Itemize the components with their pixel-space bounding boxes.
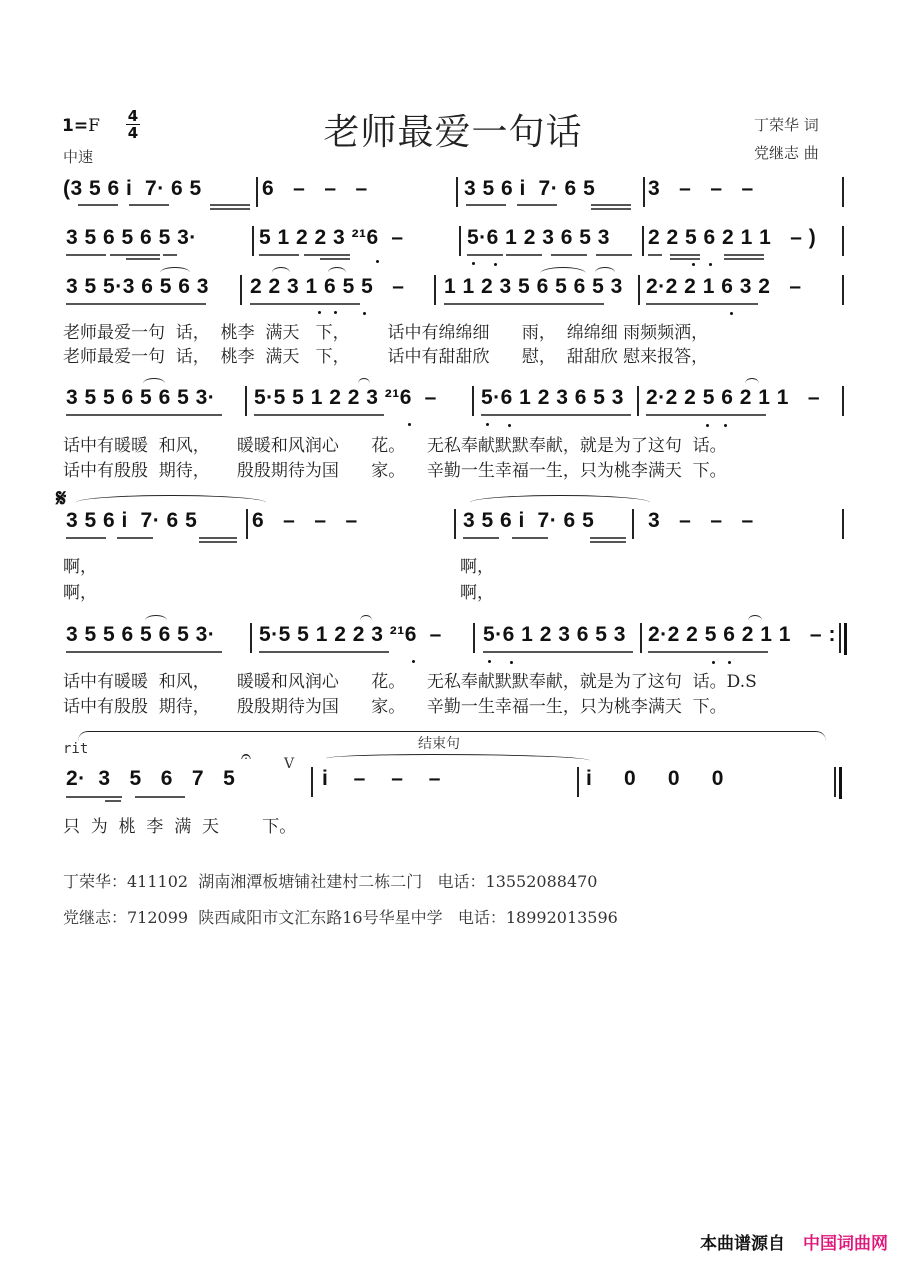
tie-slur bbox=[358, 378, 370, 389]
rit-marking: rit bbox=[63, 741, 89, 757]
key-note: F bbox=[88, 116, 100, 136]
measure-13: 3 5 5 6 5 6 5 3· bbox=[66, 386, 216, 409]
underline bbox=[304, 254, 350, 256]
low-octave-dot bbox=[510, 661, 513, 664]
barline bbox=[643, 177, 645, 207]
tie-slur bbox=[748, 615, 762, 626]
repeat-end-barline bbox=[844, 623, 847, 655]
tie-slur bbox=[360, 615, 372, 626]
underline bbox=[199, 537, 237, 539]
measure-10: 2 2 3 1 6 5 5 – bbox=[250, 275, 405, 298]
low-octave-dot bbox=[692, 263, 695, 266]
barline bbox=[252, 226, 254, 256]
barline bbox=[842, 509, 844, 539]
lyric-ah: 啊， bbox=[460, 557, 494, 577]
underline bbox=[591, 208, 631, 210]
barline bbox=[834, 767, 836, 797]
underline bbox=[466, 204, 506, 206]
underline bbox=[66, 254, 106, 256]
site-name-link[interactable]: 中国词曲网 bbox=[803, 1234, 888, 1254]
underline bbox=[210, 208, 250, 210]
barline bbox=[256, 177, 258, 207]
underline bbox=[250, 303, 360, 305]
breath-mark: V bbox=[284, 756, 295, 772]
underline bbox=[648, 254, 662, 256]
underline bbox=[646, 303, 758, 305]
lyric-ah: 啊， bbox=[63, 583, 97, 603]
measure-24: 2·2 2 5 6 2 1 1 – : bbox=[648, 623, 836, 646]
lyric-line: 老师最爱一句 话， 桃李 满天 下， 话中有甜甜欣 慰， 甜甜欣 慰来报答， bbox=[63, 347, 709, 367]
tie-slur bbox=[160, 267, 190, 278]
underline bbox=[648, 651, 768, 653]
low-octave-dot bbox=[376, 260, 379, 263]
underline bbox=[444, 303, 604, 305]
fermata-icon: 𝄐 bbox=[241, 746, 252, 767]
measure-18: 6 – – – bbox=[252, 509, 358, 532]
barline bbox=[240, 275, 242, 305]
segno-sign: 𝄋 bbox=[56, 484, 67, 512]
low-octave-dot bbox=[508, 424, 511, 427]
measure-15: 5·6 1 2 3 6 5 3 bbox=[481, 386, 624, 409]
tie-slur bbox=[540, 267, 586, 280]
barline bbox=[454, 509, 456, 539]
underline bbox=[512, 537, 548, 539]
underline bbox=[135, 796, 185, 798]
low-octave-dot bbox=[363, 312, 366, 315]
measure-11: 1 1 2 3 5 6 5 6 5 3 bbox=[444, 275, 623, 298]
barline bbox=[642, 226, 644, 256]
lyric-line: 话中有殷殷 期待， 殷殷期待为国 家。 辛勤一生幸福一生，只为桃李满天 下。 bbox=[63, 697, 727, 717]
underline bbox=[483, 651, 633, 653]
system-3 bbox=[0, 275, 906, 305]
underline bbox=[591, 204, 631, 206]
underline bbox=[467, 254, 503, 256]
barline bbox=[245, 386, 247, 416]
lyricist-credit: 丁荣华 词 bbox=[754, 116, 819, 134]
measure-1: (3 5 6 i 7· 6 5 bbox=[63, 177, 202, 200]
low-octave-dot bbox=[318, 311, 321, 314]
low-octave-dot bbox=[709, 263, 712, 266]
underline bbox=[66, 537, 106, 539]
lyric-line: 话中有暖暖 和风， 暖暖和风润心 花。 无私奉献默默奉献，就是为了这句 话。D.S bbox=[63, 672, 757, 692]
meter-bottom: 4 bbox=[127, 124, 139, 142]
underline bbox=[66, 414, 222, 416]
measure-20: 3 – – – bbox=[648, 509, 754, 532]
barline bbox=[434, 275, 436, 305]
source-label: 本曲谱源自 bbox=[700, 1234, 785, 1254]
tie-slur bbox=[328, 267, 346, 278]
low-octave-dot bbox=[728, 661, 731, 664]
underline bbox=[551, 254, 587, 256]
lyric-line: 话中有暖暖 和风， 暖暖和风润心 花。 无私奉献默默奉献，就是为了这句 话。 bbox=[63, 436, 727, 456]
measure-4: 3 – – – bbox=[648, 177, 754, 200]
slur bbox=[76, 495, 266, 510]
underline bbox=[590, 537, 626, 539]
lyric-line: 老师最爱一句 话， 桃李 满天 下， 话中有绵绵细 雨， 绵绵细 雨频频洒， bbox=[63, 323, 709, 343]
measure-14: 5·5 5 1 2 2 3 ²¹6 – bbox=[254, 386, 437, 409]
barline bbox=[632, 509, 634, 539]
underline bbox=[199, 541, 237, 543]
barline bbox=[637, 386, 639, 416]
underline bbox=[670, 258, 700, 260]
tie-slur bbox=[595, 267, 615, 278]
underline bbox=[724, 254, 764, 256]
measure-3: 3 5 6 i 7· 6 5 bbox=[464, 177, 596, 200]
barline bbox=[459, 226, 461, 256]
measure-22: 5·5 5 1 2 2 3 ²¹6 – bbox=[259, 623, 442, 646]
underline bbox=[259, 254, 299, 256]
song-title: 老师最爱一句话 bbox=[323, 112, 583, 153]
underline bbox=[254, 414, 384, 416]
measure-19: 3 5 6 i 7· 6 5 bbox=[463, 509, 595, 532]
underline bbox=[259, 651, 389, 653]
system-2 bbox=[0, 226, 906, 256]
barline bbox=[638, 275, 640, 305]
barline bbox=[473, 623, 475, 653]
underline bbox=[78, 204, 118, 206]
barline bbox=[842, 177, 844, 207]
underline bbox=[320, 258, 350, 260]
tie-slur bbox=[326, 754, 590, 765]
tie-slur bbox=[745, 378, 759, 389]
measure-6: 5 1 2 2 3 ²¹6 – bbox=[259, 226, 404, 249]
underline bbox=[117, 537, 153, 539]
low-octave-dot bbox=[494, 263, 497, 266]
underline bbox=[210, 204, 250, 206]
key-label: 1= bbox=[62, 116, 89, 136]
barline bbox=[456, 177, 458, 207]
measure-25: 2· 3 5 6 7 5 bbox=[66, 767, 236, 790]
tie-slur bbox=[143, 378, 165, 389]
measure-16: 2·2 2 5 6 2 1 1 – bbox=[646, 386, 821, 409]
tempo-marking: 中速 bbox=[63, 148, 94, 166]
composer-credit: 党继志 曲 bbox=[754, 144, 819, 162]
low-octave-dot bbox=[724, 424, 727, 427]
underline bbox=[66, 796, 122, 798]
underline bbox=[163, 254, 177, 256]
barline bbox=[842, 226, 844, 256]
slur bbox=[470, 495, 650, 510]
measure-26: i – – – bbox=[322, 767, 441, 790]
contact-composer: 党继志：712099 陕西咸阳市文汇东路16号华星中学 电话：18992013596 bbox=[63, 908, 618, 927]
ending-label: 结束句 bbox=[418, 736, 460, 752]
barline bbox=[311, 767, 313, 797]
lyric-ah: 啊， bbox=[63, 557, 97, 577]
meter-top: 4 bbox=[127, 107, 139, 125]
low-octave-dot bbox=[408, 423, 411, 426]
tie-slur bbox=[272, 267, 290, 278]
underline bbox=[506, 254, 542, 256]
underline bbox=[590, 541, 626, 543]
low-octave-dot bbox=[472, 262, 475, 265]
contact-lyricist: 丁荣华：411102 湖南湘潭板塘铺社建村二栋二门 电话：13552088470 bbox=[63, 872, 598, 891]
tie-slur bbox=[145, 615, 167, 626]
measure-8: 2 2 5 6 2 1 1 – ) bbox=[648, 226, 817, 249]
measure-9: 3 5 5·3 6 5 6 3 bbox=[66, 275, 209, 298]
underline bbox=[463, 537, 499, 539]
barline bbox=[577, 767, 579, 797]
barline bbox=[842, 386, 844, 416]
system-6 bbox=[0, 623, 906, 653]
low-octave-dot bbox=[706, 424, 709, 427]
underline bbox=[110, 254, 160, 256]
low-octave-dot bbox=[730, 312, 733, 315]
low-octave-dot bbox=[488, 660, 491, 663]
measure-17: 3 5 6 i 7· 6 5 bbox=[66, 509, 198, 532]
barline bbox=[839, 623, 841, 653]
barline bbox=[472, 386, 474, 416]
underline bbox=[596, 254, 632, 256]
measure-12: 2·2 2 1 6 3 2 – bbox=[646, 275, 802, 298]
barline bbox=[640, 623, 642, 653]
lyric-line: 话中有殷殷 期待， 殷殷期待为国 家。 辛勤一生幸福一生，只为桃李满天 下。 bbox=[63, 461, 727, 481]
low-octave-dot bbox=[334, 311, 337, 314]
source-attribution bbox=[700, 1229, 888, 1254]
system-4 bbox=[0, 386, 906, 416]
underline bbox=[646, 414, 766, 416]
lyric-ah: 啊， bbox=[460, 583, 494, 603]
measure-2: 6 – – – bbox=[262, 177, 368, 200]
measure-5: 3 5 6 5 6 5 3· bbox=[66, 226, 197, 249]
system-7 bbox=[0, 767, 906, 797]
system-1 bbox=[0, 177, 906, 207]
barline bbox=[842, 275, 844, 305]
underline bbox=[105, 800, 121, 802]
measure-23: 5·6 1 2 3 6 5 3 bbox=[483, 623, 626, 646]
underline bbox=[481, 414, 631, 416]
underline bbox=[126, 258, 160, 260]
low-octave-dot bbox=[486, 423, 489, 426]
measure-7: 5·6 1 2 3 6 5 3 bbox=[467, 226, 610, 249]
final-barline bbox=[839, 767, 842, 799]
low-octave-dot bbox=[412, 660, 415, 663]
system-5 bbox=[0, 509, 906, 539]
underline bbox=[129, 204, 169, 206]
lyric-line: 只 为 桃 李 满 天 下。 bbox=[63, 817, 297, 837]
underline bbox=[724, 258, 764, 260]
underline bbox=[670, 254, 700, 256]
low-octave-dot bbox=[712, 661, 715, 664]
underline bbox=[66, 651, 222, 653]
underline bbox=[66, 303, 206, 305]
barline bbox=[246, 509, 248, 539]
measure-21: 3 5 5 6 5 6 5 3· bbox=[66, 623, 216, 646]
measure-27: i 0 0 0 bbox=[586, 767, 724, 790]
underline bbox=[517, 204, 557, 206]
barline bbox=[250, 623, 252, 653]
